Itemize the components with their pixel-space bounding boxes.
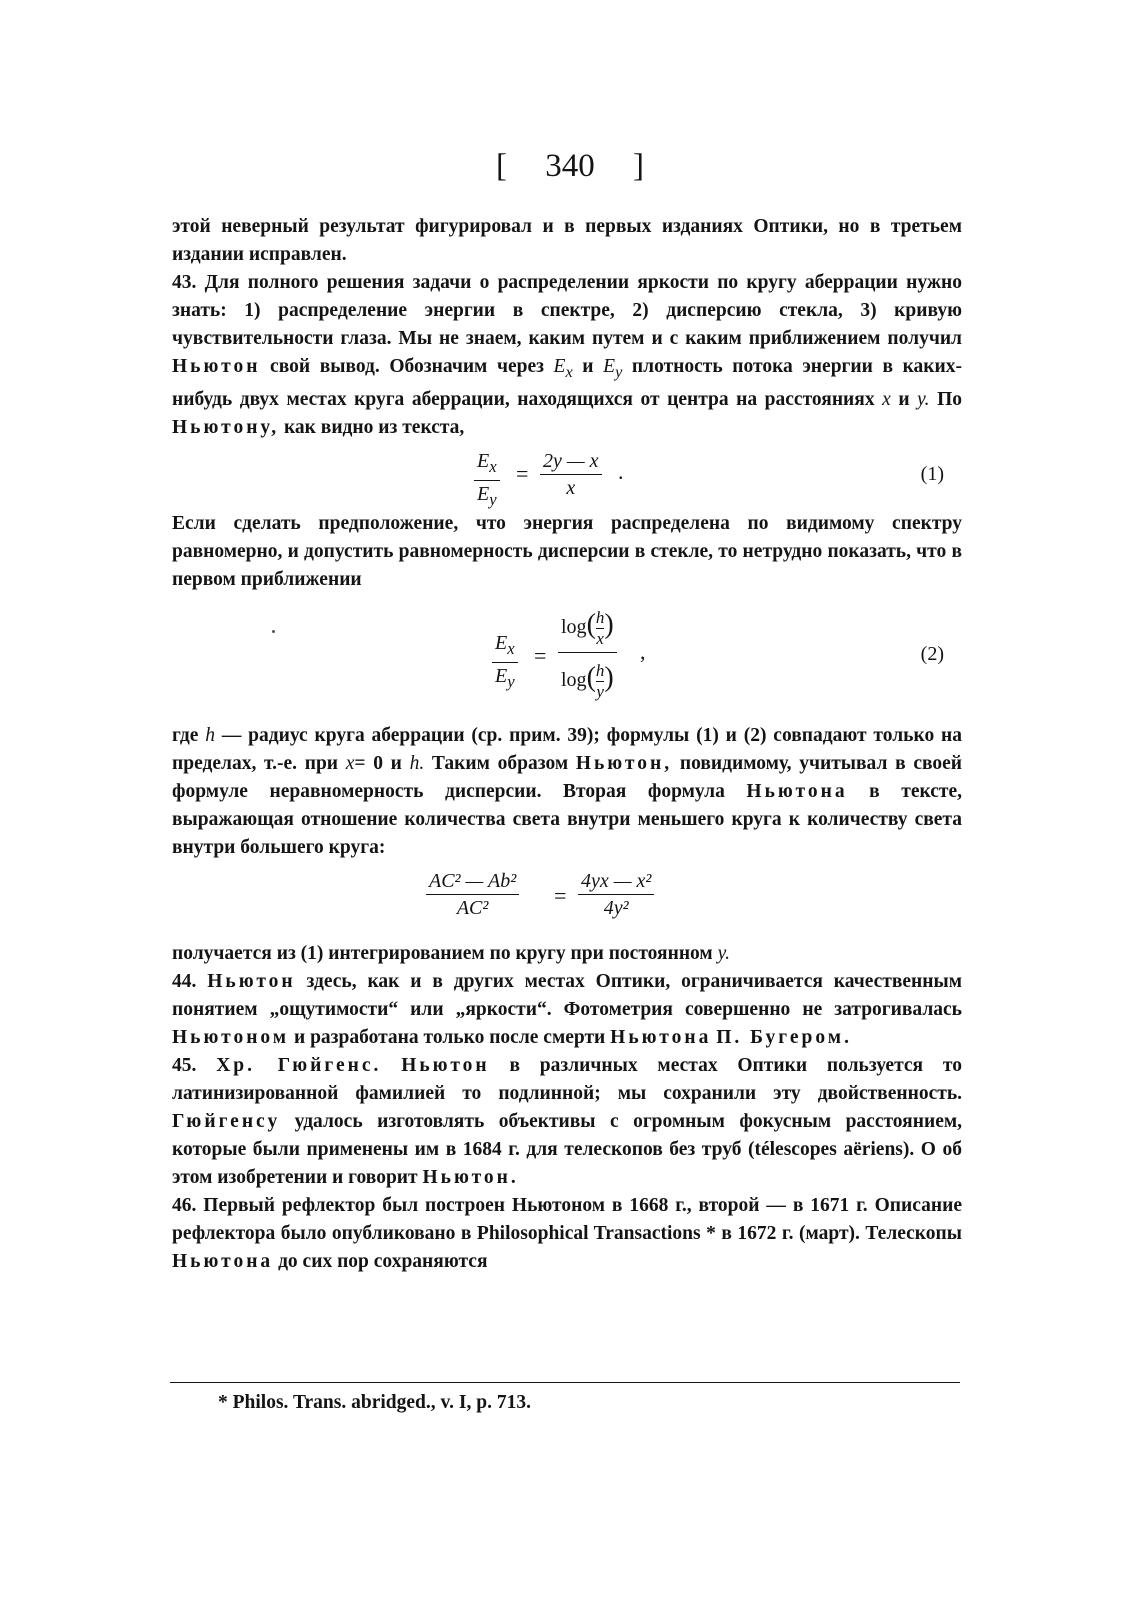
formula-3-left-fraction: AC² — Ab² AC² [426, 868, 519, 921]
page-number: 340 [545, 148, 595, 184]
paragraph-integration: получается из (1) интегрированием по кругу при постоянном y. [172, 942, 731, 964]
formula-3-right-fraction: 4yx — x² 4y² [578, 868, 654, 921]
footnote: * Philos. Trans. abridged., v. I, p. 713. [218, 1392, 531, 1413]
formula-1: $E_x$ $E_y$ = 2y — x x . (1) [172, 444, 962, 508]
name-newton: Ньютона [746, 780, 848, 802]
name-newton: Ньютоном [172, 1026, 290, 1048]
name-newton: Ньютон. [422, 1166, 519, 1188]
paragraph-assumption: Если сделать предположение, что энергия распределена по видимому спектру равномерно, и допустить равномерность дисперсии в стекле, то нетрудно показать, что в первом приближении [172, 512, 962, 590]
header-open-bracket: [ [496, 148, 507, 184]
equation-label-1: (1) [920, 462, 944, 485]
symbol-ex: $E_x$ [553, 356, 573, 381]
name-newton: Ньютону, [172, 416, 280, 438]
formula-2-right-fraction: log( $\frac{h}{x}$ ) log( $\frac{h}{y}$ ) [558, 600, 617, 705]
note-43: 43. Для полного решения задачи о распределении яркости по кругу аберрации нужно знать: 1) распределение энергии в спектре, 2) дисперсию стекла, 3) кривую чувствительности глаза. Мы не знаем, каким путем и с каким приближением получил Ньютон свой вывод. Обозначим через $E_x$ и $E_y$ плотность потока энергии в каких-нибудь двух местах круга аберрации, находящихся от центра на расстояниях x и y. По Ньютону, как видно из текста, [172, 272, 963, 438]
formula-2-left-fraction: $E_x$ $E_y$ [492, 630, 518, 695]
name-newton: Ньютон [401, 1054, 490, 1076]
equals-sign: = [516, 460, 529, 486]
equation-label-2: (2) [920, 642, 944, 665]
symbol-ey: $E_y$ [603, 356, 623, 381]
note-44: 44. Ньютон здесь, как и в других местах Оптики, ограничивается качественным понятием „ощутимости“ или „яркости“. Фотометрия совершенно не затрогивалась Ньютоном и разработана только после смерти Ньютона П. Бугером. [172, 970, 962, 1048]
name-huygens: Гюйгенсу [172, 1110, 281, 1132]
name-newton: Ньютон, [575, 752, 673, 774]
formula-1-right-fraction: 2y — x x [540, 448, 602, 501]
formula-3: AC² — Ab² AC² = 4yx — x² 4y² [172, 864, 962, 934]
header-close-bracket: ] [633, 148, 644, 184]
name-newton: Ньютон [207, 970, 296, 992]
page-header [0, 148, 1140, 185]
body-text [172, 213, 962, 1276]
name-newton: Ньютона [172, 1250, 274, 1272]
footnote-rule [170, 1382, 960, 1383]
formula-1-left-fraction: $E_x$ $E_y$ [474, 448, 500, 513]
paragraph-radius: где h — радиус круга аберрации (ср. прим. 39); формулы (1) и (2) совпадают только на пределах, т.-е. при x= 0 и h. Таким образом Ньютон, повидимому, учитывал в своей формуле неравномерность дисперсии. Вторая формула Ньютона в тексте, выражающая отношение количества света внутри меньшего круга к количеству света внутри большего круга: [172, 724, 963, 858]
formula-2: $E_x$ $E_y$ = log( $\frac{h}{x}$ ) log( $\frac{h}{y}$ ) , (2) [172, 600, 962, 712]
name-bouguer: П. Бугером. [716, 1026, 852, 1048]
name-newton: Ньютона [610, 1026, 712, 1048]
name-huygens: Хр. Гюйгенс. [216, 1054, 382, 1076]
note-45: 45. Хр. Гюйгенс. Ньютон в различных местах Оптики пользуется то латинизированной фамилией то подлинной; мы сохранили эту двойственность. Гюйгенсу удалось изготовлять объективы с огромным фокусным расстоянием, которые были применены им в 1684 г. для телескопов без труб (télescopes aëriens). О об этом изобретении и говорит Ньютон. [172, 1054, 963, 1188]
note-46: 46. Первый рефлектор был построен Ньютоном в 1668 г., второй — в 1671 г. Описание рефлектора было опубликовано в Philosophical Transactions * в 1672 г. (март). Телескопы Ньютона до сих пор сохраняются [172, 1194, 962, 1272]
paragraph-continuation: этой неверный результат фигурировал и в первых изданиях Оптики, но в третьем издании исправлен. [172, 216, 962, 265]
name-newton: Ньютон [172, 356, 261, 377]
